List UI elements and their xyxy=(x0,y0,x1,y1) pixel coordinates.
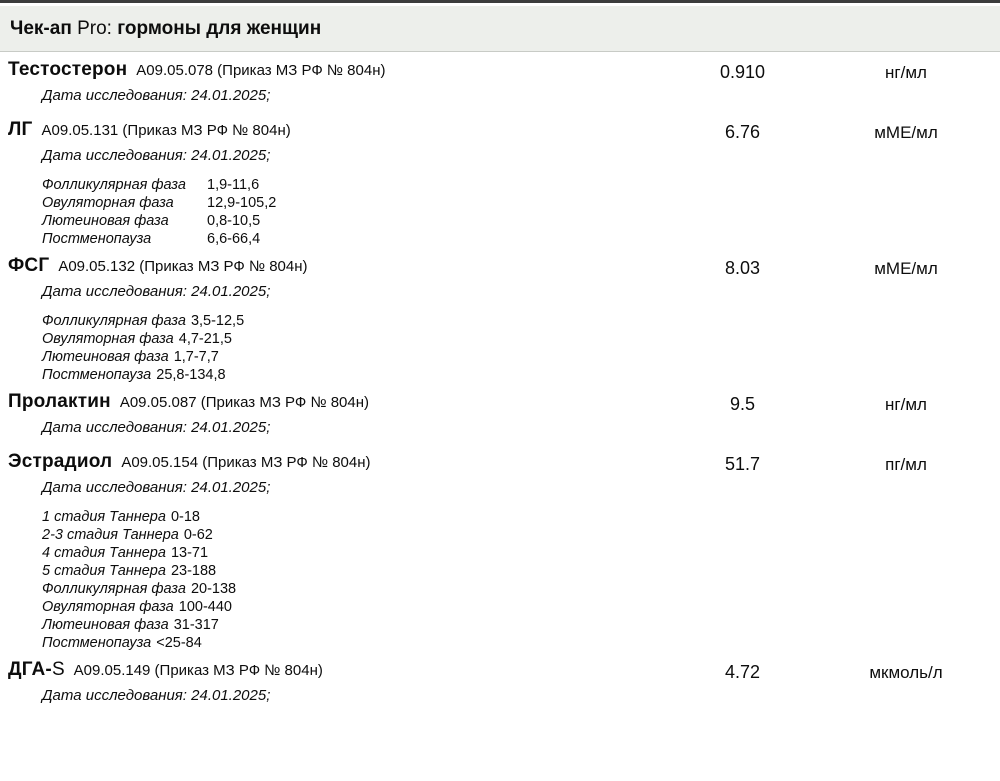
test-name-line xyxy=(8,59,635,82)
reference-phase-label: Фолликулярная фаза xyxy=(42,313,186,329)
test-code: А09.05.087 (Приказ МЗ РФ № 804н) xyxy=(119,394,370,411)
report-header xyxy=(0,6,1000,52)
reference-range-row xyxy=(42,366,635,384)
test-value: 9.5 xyxy=(729,394,756,414)
reference-range-row xyxy=(42,616,635,634)
reference-range-row xyxy=(42,508,635,526)
reference-phase-label: 4 стадия Таннера xyxy=(42,545,166,561)
test-name: ФСГ xyxy=(8,255,50,276)
row-spacer xyxy=(962,391,1000,436)
test-code: А09.05.131 (Приказ МЗ РФ № 804н) xyxy=(41,122,291,139)
test-row-lh xyxy=(8,119,1000,248)
reference-phase-label: Фолликулярная фаза xyxy=(42,581,186,597)
test-date: Дата исследования: 24.01.2025; xyxy=(42,479,271,496)
reference-phase-label: Лютеиновая фаза xyxy=(42,213,169,229)
test-unit: мкмоль/л xyxy=(869,663,943,682)
test-value: 51.7 xyxy=(724,454,761,474)
test-row-fsh xyxy=(8,255,1000,384)
test-code: А09.05.154 (Приказ МЗ РФ № 804н) xyxy=(121,454,371,471)
reference-phase-label: 1 стадия Таннера xyxy=(42,509,166,525)
test-results-list xyxy=(0,52,1000,704)
reference-range-row xyxy=(42,634,635,652)
test-value: 4.72 xyxy=(724,662,761,682)
reference-range-value: 13-71 xyxy=(170,545,209,561)
test-name: ЛГ xyxy=(8,119,33,140)
reference-phase-label: Лютеиновая фаза xyxy=(42,349,169,365)
reference-range-value: 31-317 xyxy=(173,617,219,633)
reference-range-value: 4,7-21,5 xyxy=(178,331,232,347)
test-info xyxy=(8,451,635,652)
reference-range-row xyxy=(42,562,635,580)
test-value: 6.76 xyxy=(724,122,761,142)
test-unit: пг/мл xyxy=(885,455,927,474)
reference-range-value: 1,9-11,6 xyxy=(207,177,260,193)
reference-phase-label: 2-3 стадия Таннера xyxy=(42,527,179,543)
reference-range-row xyxy=(42,348,635,366)
reference-ranges xyxy=(42,176,635,248)
test-name-line xyxy=(8,119,635,142)
test-unit: мМЕ/мл xyxy=(874,123,938,142)
row-spacer xyxy=(962,451,1000,652)
test-unit: нг/мл xyxy=(885,63,927,82)
reference-range-row xyxy=(42,544,635,562)
reference-range-row xyxy=(42,176,635,194)
reference-range-value: 1,7-7,7 xyxy=(173,349,219,365)
test-row-estradiol xyxy=(8,451,1000,652)
report-title-part3: гормоны для женщин xyxy=(117,18,322,39)
reference-phase-label: Фолликулярная фаза xyxy=(42,177,186,193)
reference-range-value: 3,5-12,5 xyxy=(190,313,245,329)
test-info xyxy=(8,59,635,104)
test-row-testosterone xyxy=(8,59,1000,104)
test-name-line xyxy=(8,451,635,474)
reference-range-row xyxy=(42,194,635,212)
reference-range-row xyxy=(42,230,635,248)
test-date: Дата исследования: 24.01.2025; xyxy=(42,87,271,104)
test-name-line xyxy=(8,255,635,278)
reference-range-value: 12,9-105,2 xyxy=(207,195,277,211)
test-date: Дата исследования: 24.01.2025; xyxy=(42,687,271,704)
reference-range-value: 20-138 xyxy=(190,581,237,597)
test-row-dhea-s xyxy=(8,659,1000,704)
reference-range-value: 25,8-134,8 xyxy=(156,367,226,383)
test-date: Дата исследования: 24.01.2025; xyxy=(42,419,271,436)
reference-phase-label: Овуляторная фаза xyxy=(42,331,174,347)
test-code: А09.05.078 (Приказ МЗ РФ № 804н) xyxy=(136,62,386,79)
reference-range-value: <25-84 xyxy=(156,635,202,651)
reference-phase-label: Постменопауза xyxy=(42,367,152,383)
reference-range-value: 0,8-10,5 xyxy=(207,213,261,229)
reference-phase-label: 5 стадия Таннера xyxy=(42,563,166,579)
test-code: А09.05.149 (Приказ МЗ РФ № 804н) xyxy=(73,662,323,679)
reference-phase-label: Постменопауза xyxy=(42,635,152,651)
test-name: Эстрадиол xyxy=(8,451,113,472)
test-name-line xyxy=(8,659,635,682)
report-title-part2: Pro: xyxy=(77,18,112,39)
test-name: Тестостерон xyxy=(8,59,128,80)
test-value: 0.910 xyxy=(719,62,766,82)
reference-range-row xyxy=(42,312,635,330)
test-value: 8.03 xyxy=(724,258,761,278)
reference-phase-label: Овуляторная фаза xyxy=(42,195,174,211)
test-name-suffix: S xyxy=(51,659,65,680)
reference-range-value: 100-440 xyxy=(178,599,232,615)
reference-phase-label: Овуляторная фаза xyxy=(42,599,174,615)
reference-range-row xyxy=(42,598,635,616)
test-row-prolactin xyxy=(8,391,1000,436)
reference-range-row xyxy=(42,330,635,348)
test-name: ДГА- xyxy=(8,659,52,680)
row-spacer xyxy=(962,659,1000,704)
reference-range-value: 6,6-66,4 xyxy=(207,231,261,247)
reference-range-value: 23-188 xyxy=(170,563,217,579)
test-date: Дата исследования: 24.01.2025; xyxy=(42,283,271,300)
test-date: Дата исследования: 24.01.2025; xyxy=(42,147,271,164)
report-title-part1: Чек-ап xyxy=(10,18,72,39)
test-info xyxy=(8,119,635,248)
reference-phase-label: Постменопауза xyxy=(42,231,152,247)
reference-range-value: 0-18 xyxy=(170,509,200,525)
reference-ranges xyxy=(42,312,635,384)
row-spacer xyxy=(962,119,1000,248)
test-unit: нг/мл xyxy=(885,395,927,414)
reference-range-row xyxy=(42,212,635,230)
test-info xyxy=(8,255,635,384)
top-divider xyxy=(0,0,1000,3)
test-unit: мМЕ/мл xyxy=(874,259,938,278)
test-code: А09.05.132 (Приказ МЗ РФ № 804н) xyxy=(58,258,308,275)
row-spacer xyxy=(962,59,1000,104)
reference-ranges xyxy=(42,508,635,652)
reference-phase-label: Лютеиновая фаза xyxy=(42,617,169,633)
reference-range-row xyxy=(42,580,635,598)
reference-range-value: 0-62 xyxy=(183,527,213,543)
test-info xyxy=(8,659,635,704)
reference-range-row xyxy=(42,526,635,544)
test-info xyxy=(8,391,635,436)
test-name-line xyxy=(8,391,635,414)
test-name: Пролактин xyxy=(8,391,111,412)
row-spacer xyxy=(962,255,1000,384)
